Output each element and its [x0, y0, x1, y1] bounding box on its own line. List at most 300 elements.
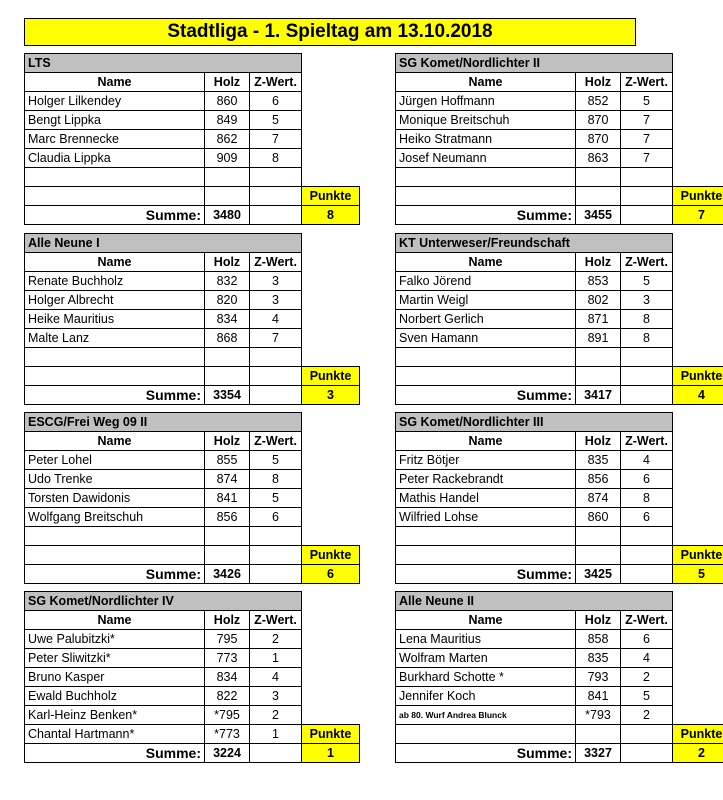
player-holz [576, 725, 621, 744]
header-zwert: Z-Wert. [621, 611, 673, 630]
summe-value: 3354 [205, 386, 250, 405]
summe-label: Summe: [25, 565, 205, 584]
summe-label: Summe: [396, 206, 576, 225]
player-name [25, 187, 205, 206]
player-name: Jennifer Koch [396, 687, 576, 706]
spacer [302, 470, 360, 489]
player-zwert: 2 [621, 706, 673, 725]
player-name: Wolfgang Breitschuh [25, 508, 205, 527]
player-row [396, 291, 723, 310]
player-holz: 858 [576, 630, 621, 649]
punkte-label: Punkte [302, 725, 360, 744]
player-holz: 874 [576, 489, 621, 508]
player-zwert: 5 [250, 451, 302, 470]
player-name: Burkhard Schotte * [396, 668, 576, 687]
player-row [396, 649, 723, 668]
player-holz [576, 187, 621, 206]
player-row [25, 187, 360, 206]
player-name [25, 348, 205, 367]
player-name: Holger Lilkendey [25, 92, 205, 111]
summe-label: Summe: [25, 744, 205, 763]
header-zwert: Z-Wert. [621, 253, 673, 272]
player-zwert [250, 546, 302, 565]
player-zwert: 6 [621, 508, 673, 527]
player-row [396, 130, 723, 149]
punkte-label: Punkte [302, 546, 360, 565]
player-holz [576, 168, 621, 187]
player-zwert [621, 367, 673, 386]
player-zwert: 2 [250, 706, 302, 725]
spacer [673, 470, 723, 489]
team-name: LTS [25, 54, 302, 73]
player-name: Fritz Bötjer [396, 451, 576, 470]
header-zwert: Z-Wert. [621, 432, 673, 451]
spacer [673, 73, 723, 92]
spacer [673, 234, 723, 253]
player-holz: 874 [205, 470, 250, 489]
summe-label: Summe: [25, 206, 205, 225]
player-row [25, 367, 360, 386]
player-row [25, 168, 360, 187]
summe-empty [621, 565, 673, 584]
spacer [673, 630, 723, 649]
summe-empty [250, 565, 302, 584]
page-title: Stadtliga - 1. Spieltag am 13.10.2018 [24, 18, 636, 46]
header-name: Name [25, 611, 205, 630]
player-holz: *795 [205, 706, 250, 725]
player-name: Wilfried Lohse [396, 508, 576, 527]
player-zwert [621, 168, 673, 187]
player-name: Torsten Dawidonis [25, 489, 205, 508]
header-holz: Holz [576, 253, 621, 272]
player-holz: 870 [576, 111, 621, 130]
player-name [25, 168, 205, 187]
punkte-value: 2 [673, 744, 723, 763]
player-zwert: 5 [621, 687, 673, 706]
player-row [396, 489, 723, 508]
player-name [396, 348, 576, 367]
player-row [396, 725, 723, 744]
header-name: Name [396, 432, 576, 451]
spacer [673, 149, 723, 168]
player-name: Lena Mauritius [396, 630, 576, 649]
player-holz: 863 [576, 149, 621, 168]
player-row [396, 630, 723, 649]
player-row [25, 725, 360, 744]
header-zwert: Z-Wert. [250, 73, 302, 92]
spacer [673, 329, 723, 348]
header-zwert: Z-Wert. [250, 253, 302, 272]
summe-label: Summe: [396, 386, 576, 405]
player-holz: 841 [205, 489, 250, 508]
spacer [673, 668, 723, 687]
player-holz: 856 [576, 470, 621, 489]
player-row [25, 149, 360, 168]
player-zwert: 7 [621, 149, 673, 168]
player-zwert: 4 [621, 451, 673, 470]
player-zwert: 7 [250, 329, 302, 348]
player-zwert [250, 168, 302, 187]
spacer [673, 706, 723, 725]
header-holz: Holz [576, 432, 621, 451]
punkte-label: Punkte [673, 725, 723, 744]
summe-value: 3224 [205, 744, 250, 763]
spacer [673, 54, 723, 73]
team-table-left [24, 233, 360, 405]
player-holz: 835 [576, 451, 621, 470]
header-holz: Holz [205, 73, 250, 92]
player-row [25, 130, 360, 149]
player-row [396, 329, 723, 348]
spacer [673, 527, 723, 546]
player-zwert: 5 [250, 111, 302, 130]
player-row [396, 706, 723, 725]
header-name: Name [396, 611, 576, 630]
summe-empty [250, 744, 302, 763]
player-name: Chantal Hartmann* [25, 725, 205, 744]
player-holz: 855 [205, 451, 250, 470]
player-row [25, 489, 360, 508]
player-row [25, 706, 360, 725]
spacer [302, 649, 360, 668]
player-row [396, 508, 723, 527]
player-row [25, 272, 360, 291]
summe-label: Summe: [396, 744, 576, 763]
spacer [673, 130, 723, 149]
player-row [25, 668, 360, 687]
player-name: Renate Buchholz [25, 272, 205, 291]
player-holz: 832 [205, 272, 250, 291]
header-name: Name [396, 73, 576, 92]
spacer [302, 149, 360, 168]
summe-value: 3480 [205, 206, 250, 225]
team-name: ESCG/Frei Weg 09 II [25, 413, 302, 432]
spacer [673, 413, 723, 432]
spacer [673, 168, 723, 187]
spacer [302, 92, 360, 111]
player-row [396, 527, 723, 546]
player-holz: 795 [205, 630, 250, 649]
player-zwert: 3 [250, 687, 302, 706]
header-holz: Holz [205, 611, 250, 630]
player-holz [576, 527, 621, 546]
player-holz: 793 [576, 668, 621, 687]
header-zwert: Z-Wert. [250, 611, 302, 630]
player-name: Norbert Gerlich [396, 310, 576, 329]
spacer [302, 706, 360, 725]
player-holz [576, 546, 621, 565]
player-zwert: 5 [621, 272, 673, 291]
player-name [396, 367, 576, 386]
player-zwert: 8 [621, 489, 673, 508]
player-holz: 802 [576, 291, 621, 310]
player-name: Monique Breitschuh [396, 111, 576, 130]
spacer [673, 348, 723, 367]
player-holz [576, 367, 621, 386]
player-name: Josef Neumann [396, 149, 576, 168]
player-row [25, 310, 360, 329]
player-row [25, 451, 360, 470]
spacer [673, 92, 723, 111]
spacer [302, 413, 360, 432]
spacer [302, 611, 360, 630]
player-name: Bruno Kasper [25, 668, 205, 687]
header-name: Name [25, 253, 205, 272]
spacer [302, 508, 360, 527]
player-name: Mathis Handel [396, 489, 576, 508]
team-table-right [395, 591, 723, 763]
summe-row [25, 744, 360, 763]
player-zwert [621, 725, 673, 744]
spacer [302, 234, 360, 253]
player-holz [205, 527, 250, 546]
team-table-left [24, 412, 360, 584]
summe-value: 3327 [576, 744, 621, 763]
header-holz: Holz [205, 432, 250, 451]
summe-empty [621, 744, 673, 763]
player-row [396, 111, 723, 130]
summe-label: Summe: [396, 565, 576, 584]
team-name: Alle Neune I [25, 234, 302, 253]
summe-empty [621, 386, 673, 405]
header-zwert: Z-Wert. [621, 73, 673, 92]
player-row [396, 187, 723, 206]
player-zwert [250, 367, 302, 386]
player-holz: 870 [576, 130, 621, 149]
spacer [673, 489, 723, 508]
player-zwert: 3 [250, 291, 302, 310]
player-holz [205, 348, 250, 367]
punkte-label: Punkte [673, 367, 723, 386]
player-zwert: 4 [250, 668, 302, 687]
player-holz: 841 [576, 687, 621, 706]
spacer [302, 668, 360, 687]
player-holz [205, 168, 250, 187]
spacer [302, 451, 360, 470]
spacer [302, 348, 360, 367]
spacer [302, 54, 360, 73]
player-holz: 871 [576, 310, 621, 329]
punkte-label: Punkte [673, 546, 723, 565]
player-zwert [250, 527, 302, 546]
summe-empty [250, 206, 302, 225]
player-holz: 820 [205, 291, 250, 310]
player-row [396, 451, 723, 470]
player-zwert: 1 [250, 649, 302, 668]
player-zwert: 2 [250, 630, 302, 649]
spacer [302, 687, 360, 706]
player-row [25, 630, 360, 649]
player-name: Falko Jörend [396, 272, 576, 291]
summe-value: 3455 [576, 206, 621, 225]
player-name: Peter Sliwitzki* [25, 649, 205, 668]
header-name: Name [25, 432, 205, 451]
player-name: Peter Rackebrandt [396, 470, 576, 489]
punkte-value: 3 [302, 386, 360, 405]
player-zwert [250, 348, 302, 367]
player-holz: 860 [205, 92, 250, 111]
player-row [396, 92, 723, 111]
player-name: Peter Lohel [25, 451, 205, 470]
summe-row [396, 744, 723, 763]
spacer [673, 310, 723, 329]
spacer [302, 291, 360, 310]
player-row [25, 508, 360, 527]
summe-row [396, 206, 723, 225]
player-holz: 856 [205, 508, 250, 527]
player-row [25, 291, 360, 310]
header-name: Name [25, 73, 205, 92]
player-name: Sven Hamann [396, 329, 576, 348]
player-zwert: 3 [250, 272, 302, 291]
player-name: Heike Mauritius [25, 310, 205, 329]
summe-label: Summe: [25, 386, 205, 405]
player-row [396, 149, 723, 168]
player-zwert: 6 [621, 630, 673, 649]
player-row [25, 92, 360, 111]
player-zwert: 8 [250, 149, 302, 168]
player-holz: 835 [576, 649, 621, 668]
player-row [396, 272, 723, 291]
player-name [25, 367, 205, 386]
summe-row [25, 565, 360, 584]
player-name: Holger Albrecht [25, 291, 205, 310]
player-name [396, 187, 576, 206]
player-row [25, 111, 360, 130]
player-zwert [621, 527, 673, 546]
team-table-right [395, 412, 723, 584]
player-holz: 834 [205, 668, 250, 687]
spacer [673, 291, 723, 310]
player-row [25, 546, 360, 565]
player-row [396, 367, 723, 386]
team-name: Alle Neune II [396, 592, 673, 611]
header-holz: Holz [205, 253, 250, 272]
spacer [302, 630, 360, 649]
player-row [396, 546, 723, 565]
player-name [396, 725, 576, 744]
team-table-right [395, 53, 723, 225]
player-zwert: 1 [250, 725, 302, 744]
player-holz [576, 348, 621, 367]
player-zwert: 6 [250, 92, 302, 111]
player-holz: 849 [205, 111, 250, 130]
player-row [25, 329, 360, 348]
player-name: Wolfram Marten [396, 649, 576, 668]
player-row [25, 348, 360, 367]
spacer [302, 329, 360, 348]
player-name [396, 527, 576, 546]
spacer [673, 592, 723, 611]
punkte-value: 1 [302, 744, 360, 763]
player-row [396, 470, 723, 489]
player-holz: 860 [576, 508, 621, 527]
player-row [396, 668, 723, 687]
punkte-value: 8 [302, 206, 360, 225]
spacer [302, 168, 360, 187]
player-name: Marc Brennecke [25, 130, 205, 149]
player-row [25, 687, 360, 706]
spacer [673, 432, 723, 451]
spacer [673, 451, 723, 470]
player-zwert: 2 [621, 668, 673, 687]
summe-value: 3425 [576, 565, 621, 584]
player-holz: *793 [576, 706, 621, 725]
spacer [302, 130, 360, 149]
player-row [25, 470, 360, 489]
player-holz: 834 [205, 310, 250, 329]
spacer [673, 272, 723, 291]
spacer [302, 111, 360, 130]
summe-row [396, 386, 723, 405]
player-holz [205, 367, 250, 386]
punkte-label: Punkte [302, 187, 360, 206]
player-name: Bengt Lippka [25, 111, 205, 130]
player-zwert: 6 [250, 508, 302, 527]
spacer [302, 310, 360, 329]
player-name [25, 546, 205, 565]
spacer [302, 253, 360, 272]
spacer [673, 253, 723, 272]
player-row [396, 168, 723, 187]
player-name [25, 527, 205, 546]
punkte-label: Punkte [673, 187, 723, 206]
summe-row [25, 206, 360, 225]
spacer [302, 272, 360, 291]
summe-value: 3417 [576, 386, 621, 405]
player-holz: *773 [205, 725, 250, 744]
player-zwert [250, 187, 302, 206]
player-zwert: 3 [621, 291, 673, 310]
player-name: Heiko Stratmann [396, 130, 576, 149]
punkte-value: 4 [673, 386, 723, 405]
spacer [302, 527, 360, 546]
player-holz: 891 [576, 329, 621, 348]
player-holz [205, 187, 250, 206]
player-holz [205, 546, 250, 565]
player-name: Karl-Heinz Benken* [25, 706, 205, 725]
header-name: Name [396, 253, 576, 272]
summe-empty [250, 386, 302, 405]
player-name [396, 546, 576, 565]
player-name: Malte Lanz [25, 329, 205, 348]
summe-value: 3426 [205, 565, 250, 584]
player-zwert [621, 546, 673, 565]
spacer [673, 649, 723, 668]
player-zwert: 7 [621, 130, 673, 149]
team-name: SG Komet/Nordlichter IV [25, 592, 302, 611]
spacer [302, 73, 360, 92]
header-holz: Holz [576, 611, 621, 630]
summe-row [25, 386, 360, 405]
header-zwert: Z-Wert. [250, 432, 302, 451]
player-zwert: 5 [621, 92, 673, 111]
punkte-value: 6 [302, 565, 360, 584]
player-row [396, 310, 723, 329]
player-name: Uwe Palubitzki* [25, 630, 205, 649]
player-zwert: 8 [621, 329, 673, 348]
player-name: Claudia Lippka [25, 149, 205, 168]
player-name: ab 80. Wurf Andrea Blunck [396, 706, 576, 725]
player-holz: 909 [205, 149, 250, 168]
player-row [25, 649, 360, 668]
player-name: Ewald Buchholz [25, 687, 205, 706]
header-holz: Holz [576, 73, 621, 92]
summe-empty [621, 206, 673, 225]
punkte-label: Punkte [302, 367, 360, 386]
player-row [396, 687, 723, 706]
player-holz: 853 [576, 272, 621, 291]
